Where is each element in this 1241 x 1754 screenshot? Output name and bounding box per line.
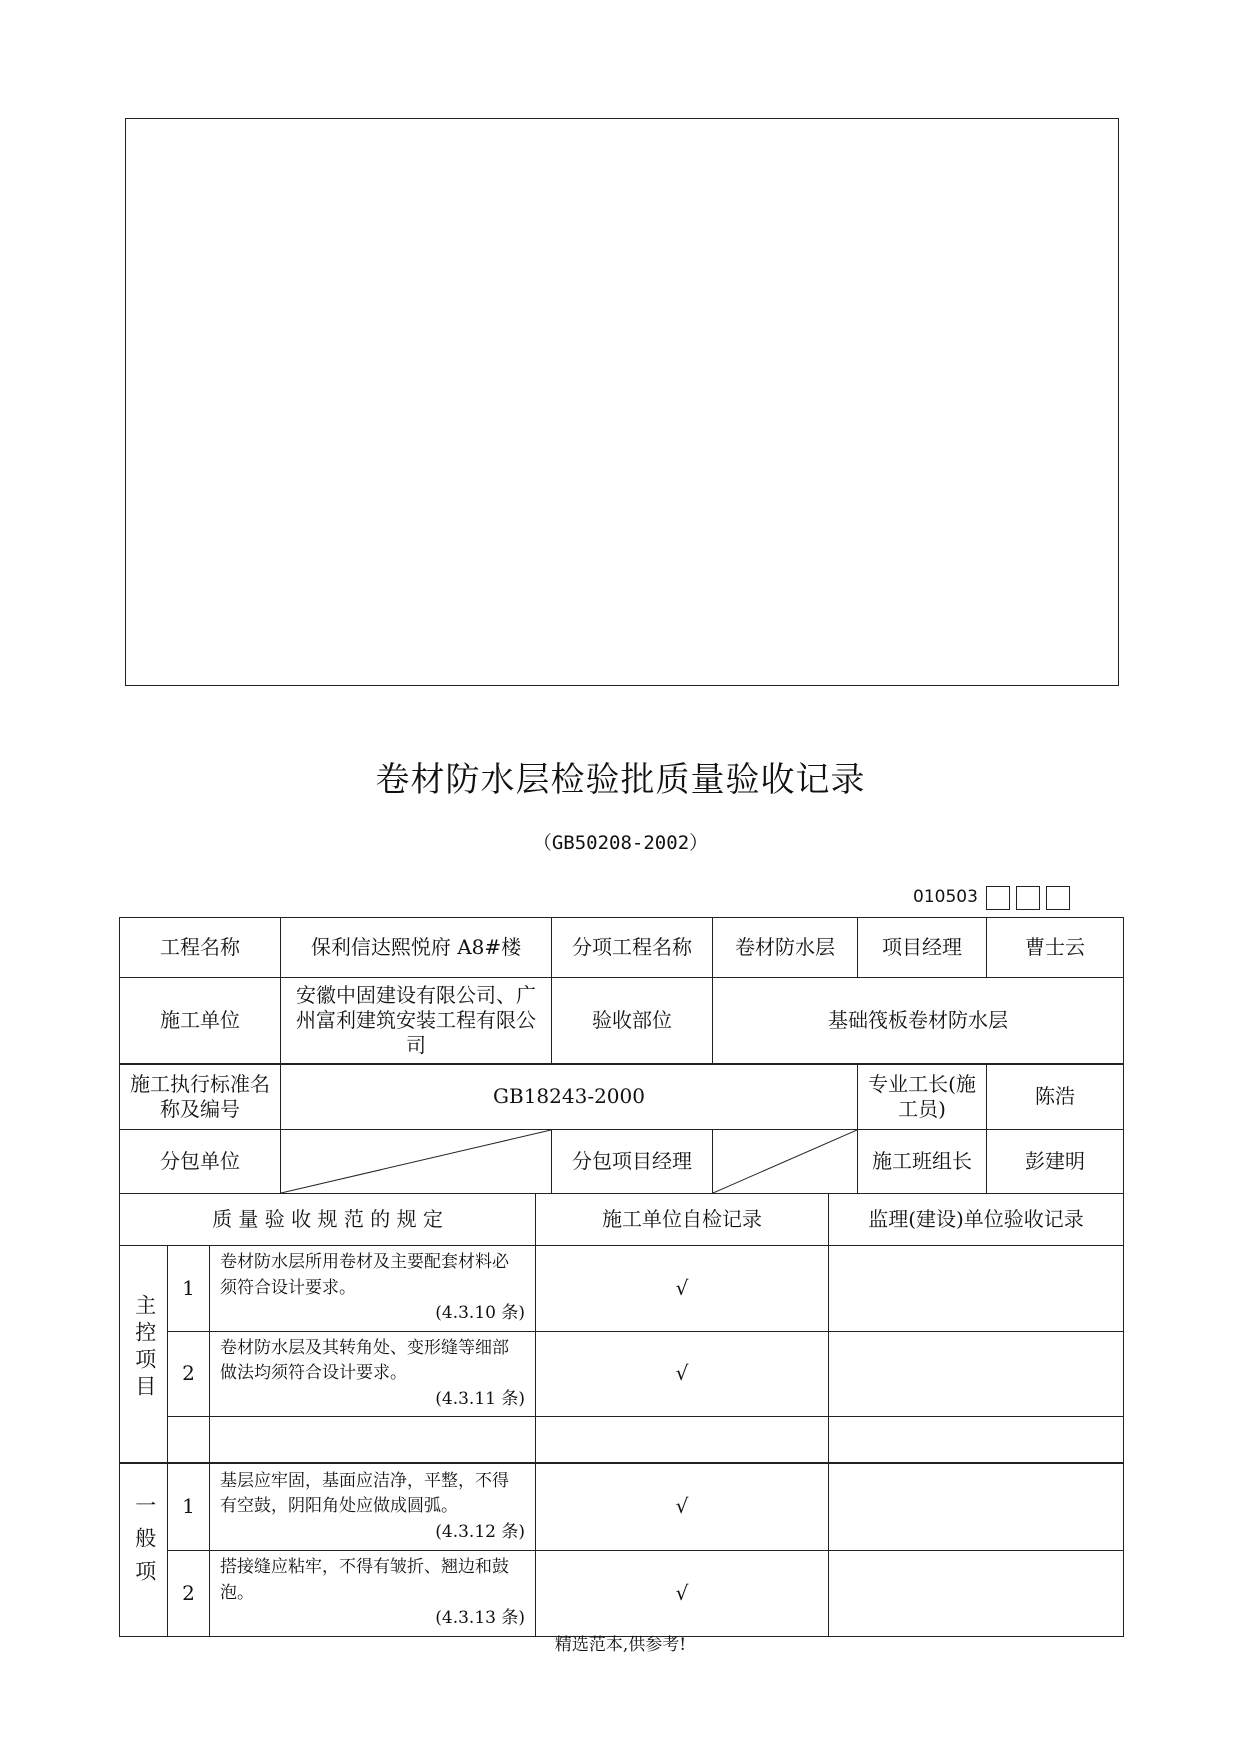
diagonal-slash: [281, 1130, 551, 1193]
sub-manager-value-empty: [713, 1130, 858, 1194]
items-table: [119, 1193, 1124, 1637]
subitem-name-value: 卷材防水层: [713, 918, 858, 978]
item-number: 2: [168, 1551, 210, 1637]
team-leader-value: 彭建明: [987, 1130, 1124, 1194]
subcontractor-value-empty: [281, 1130, 552, 1194]
self-check-empty[interactable]: [536, 1417, 829, 1463]
supervision-record[interactable]: [829, 1551, 1124, 1637]
self-check-mark: √: [536, 1551, 829, 1637]
self-check-mark: √: [536, 1331, 829, 1417]
subitem-name-label: 分项工程名称: [552, 918, 713, 978]
contractor-value: 安徽中固建设有限公司、广州富利建筑安装工程有限公司: [281, 978, 552, 1064]
self-check-mark: √: [536, 1463, 829, 1551]
project-manager-value: 曹士云: [987, 918, 1124, 978]
page-title: 卷材防水层检验批质量验收记录: [375, 760, 866, 800]
foreman-value: 陈浩: [987, 1064, 1124, 1130]
diagonal-slash: [713, 1130, 857, 1193]
foreman-label: 专业工长(施工员): [858, 1064, 987, 1130]
team-leader-label: 施工班组长: [858, 1130, 987, 1194]
project-name-value: 保利信达熙悦府 A8#楼: [281, 918, 552, 978]
standard-value: GB18243-2000: [281, 1064, 858, 1130]
standard-code: （GB50208-2002）: [532, 832, 709, 854]
item-requirement: 卷材防水层及其转角处、变形缝等细部做法均须符合设计要求。 (4.3.11 条): [210, 1331, 536, 1417]
code-digit-box[interactable]: [986, 886, 1010, 910]
main-items-label: 主控项目: [120, 1246, 168, 1463]
item-number: 1: [168, 1246, 210, 1332]
blank-frame: [125, 118, 1119, 686]
item-requirement-empty: [210, 1417, 536, 1463]
project-manager-label: 项目经理: [858, 918, 987, 978]
code-digit-box[interactable]: [1016, 886, 1040, 910]
self-check-mark: √: [536, 1246, 829, 1332]
standard-label: 施工执行标准名称及编号: [120, 1064, 281, 1130]
item-number-empty: [168, 1417, 210, 1463]
info-table: [119, 917, 1124, 1194]
item-number: 1: [168, 1463, 210, 1551]
item-requirement: 卷材防水层所用卷材及主要配套材料必须符合设计要求。 (4.3.10 条): [210, 1246, 536, 1332]
acceptance-location-label: 验收部位: [552, 978, 713, 1064]
code-digit-box[interactable]: [1046, 886, 1070, 910]
supervision-header: 监理(建设)单位验收记录: [829, 1194, 1124, 1246]
item-requirement: 基层应牢固，基面应洁净，平整，不得有空鼓，阴阳角处应做成圆弧。 (4.3.12 条): [210, 1463, 536, 1551]
subcontractor-label: 分包单位: [120, 1130, 281, 1194]
item-number: 2: [168, 1331, 210, 1417]
supervision-record[interactable]: [829, 1246, 1124, 1332]
supervision-record[interactable]: [829, 1417, 1124, 1463]
page-footer: 精选范本,供参考!: [554, 1635, 687, 1655]
project-name-label: 工程名称: [120, 918, 281, 978]
inspection-table: [119, 917, 1123, 1637]
supervision-record[interactable]: [829, 1331, 1124, 1417]
sub-manager-label: 分包项目经理: [552, 1130, 713, 1194]
acceptance-location-value: 基础筏板卷材防水层: [713, 978, 1124, 1064]
record-code: [913, 884, 1070, 910]
item-requirement: 搭接缝应粘牢，不得有皱折、翘边和鼓泡。 (4.3.13 条): [210, 1551, 536, 1637]
general-items-label: 一般项: [120, 1463, 168, 1637]
spec-header: 质 量 验 收 规 范 的 规 定: [120, 1194, 536, 1246]
supervision-record[interactable]: [829, 1463, 1124, 1551]
contractor-label: 施工单位: [120, 978, 281, 1064]
self-check-header: 施工单位自检记录: [536, 1194, 829, 1246]
record-code-text: 010503: [913, 887, 978, 907]
